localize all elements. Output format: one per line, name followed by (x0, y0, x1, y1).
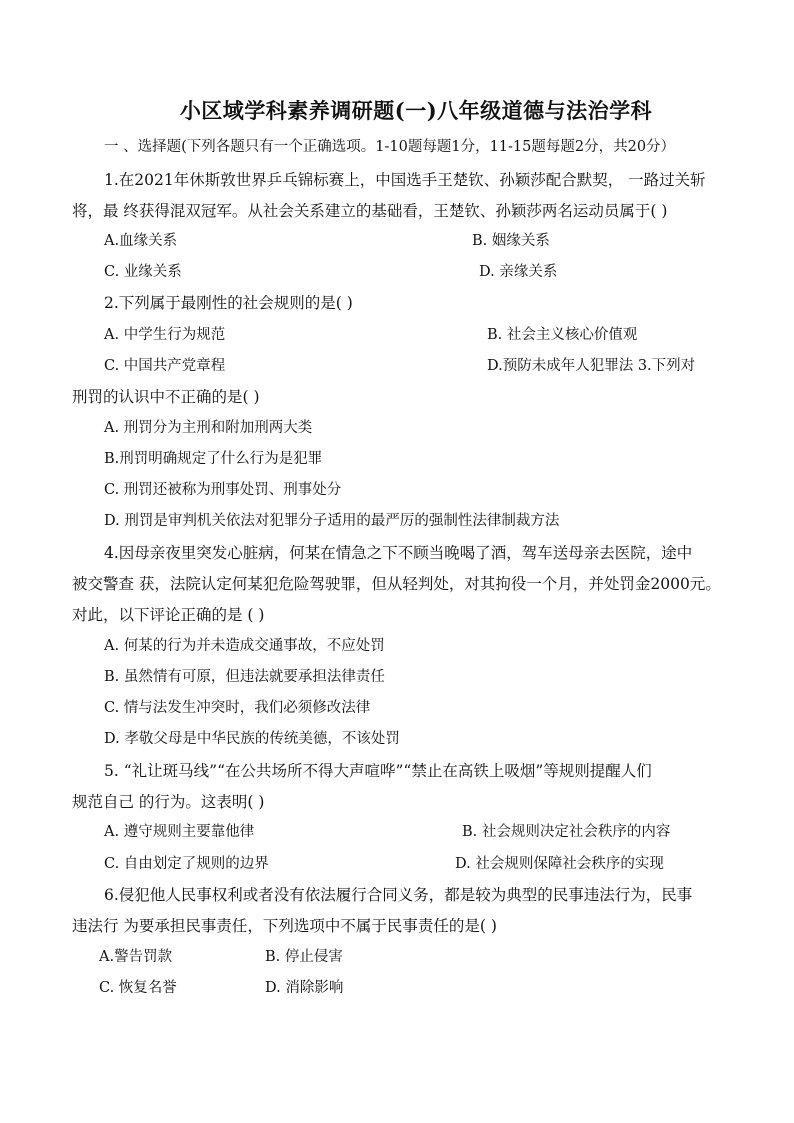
question-2-line-1: 2.下列属于最刚性的社会规则的是( ) (104, 294, 353, 312)
question-1-line-2: 将，最 终获得混双冠军。从社会关系建立的基础看，王楚钦、孙颖莎两名运动员属于( ) (72, 202, 668, 220)
question-6-option-d: D. 消除影响 (265, 980, 344, 996)
question-5-option-a: A. 遵守规则主要靠他律 (104, 824, 255, 840)
question-2-option-a: A. 中学生行为规范 (104, 327, 226, 343)
question-5-line-1: 5. “礼让斑马线”“在公共场所不得大声喧哗”“禁止在高铁上吸烟”等规则提醒人们 (104, 762, 652, 780)
question-3-option-c: C. 刑罚还被称为刑事处罚、刑事处分 (104, 482, 342, 498)
question-4-option-c: C. 情与法发生冲突时，我们必须修改法律 (104, 700, 371, 716)
question-3-option-a: A. 刑罚分为主刑和附加刑两大类 (104, 420, 313, 436)
question-1-option-a: A.血缘关系 (104, 233, 178, 249)
question-1-line-1: 1.在2021年休斯敦世界乒乓锦标赛上，中国选手王楚钦、孙颖莎配合默契， 一路过关斩 (104, 171, 706, 189)
question-5-option-c: C. 自由划定了规则的边界 (104, 856, 269, 872)
question-4-option-d: D. 孝敬父母是中华民族的传统美德，不该处罚 (104, 731, 400, 747)
question-1-option-d: D. 亲缘关系 (479, 264, 558, 280)
question-2-option-c: C. 中国共产党章程 (104, 358, 226, 374)
question-1-option-c: C. 业缘关系 (104, 264, 182, 280)
question-4-line-1: 4.因母亲夜里突发心脏病，何某在情急之下不顾当晚喝了酒，驾车送母亲去医院，途中 (104, 544, 693, 562)
question-5-option-d: D. 社会规则保障社会秩序的实现 (455, 856, 664, 872)
question-2-option-b: B. 社会主义核心价值观 (487, 327, 638, 343)
question-6-line-2: 违法行 为要承担民事责任，下列选项中不属于民事责任的是( ) (72, 917, 497, 935)
question-5-option-b: B. 社会规则决定社会秩序的内容 (462, 824, 671, 840)
question-3-option-d: D. 刑罚是审判机关依法对犯罪分子适用的最严厉的强制性法律制裁方法 (104, 513, 560, 529)
question-6-line-1: 6.侵犯他人民事权利或者没有依法履行合同义务，都是较为典型的民事违法行为，民事 (104, 886, 693, 904)
question-4-option-b: B. 虽然情有可原，但违法就要承担法律责任 (104, 669, 385, 685)
question-5-line-2: 规范自己 的行为。这表明( ) (72, 793, 265, 811)
section-heading: 一 、选择题(下列各题只有一个正确选项。1-10题每题1分，11-15题每题2分，共20分） (104, 139, 676, 155)
question-3-option-b: B.刑罚明确规定了什么行为是犯罪 (104, 451, 323, 467)
question-3-line-1: 刑罚的认识中不正确的是( ) (72, 388, 260, 406)
question-4-line-3: 对此，以下评论正确的是 ( ) (72, 606, 265, 624)
question-6-option-c: C. 恢复名誉 (99, 980, 177, 996)
question-4-line-2: 被交警查 获，法院认定何某犯危险驾驶罪，但从轻判处，对其拘役一个月，并处罚金2000元。 (72, 575, 721, 593)
question-4-option-a: A. 何某的行为并未造成交通事故，不应处罚 (104, 638, 385, 654)
exam-title: 小区域学科素养调研题(一)八年级道德与法治学科 (179, 98, 653, 123)
question-6-option-a: A.警告罚款 (99, 949, 173, 965)
question-6-option-b: B. 停止侵害 (265, 949, 343, 965)
question-2-option-d: D.预防未成年人犯罪法 3.下列对 (487, 358, 696, 374)
question-1-option-b: B. 姻缘关系 (472, 233, 550, 249)
